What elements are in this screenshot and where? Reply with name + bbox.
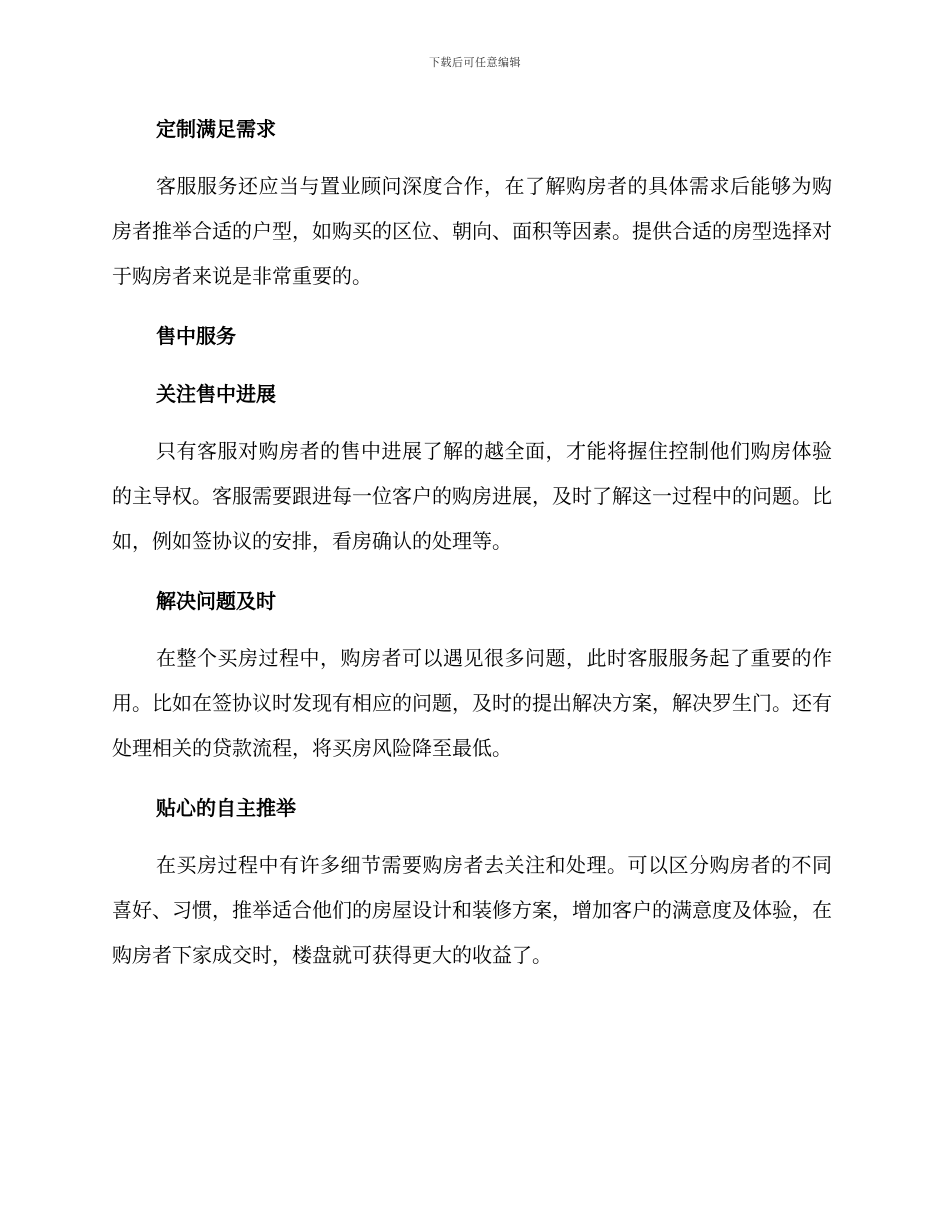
section-heading-thoughtful-recommendation: 贴心的自主推举 xyxy=(156,796,296,820)
section-heading-in-sale-service: 售中服务 xyxy=(156,324,236,348)
section-paragraph-custom-needs: 客服服务还应当与置业顾问深度合作，在了解购房者的具体需求后能够为购房者推举合适的户型，如购买的区位、朝向、面积等因素。提供合适的房型选择对于购房者来说是非常重要的。 xyxy=(112,174,832,288)
section-paragraph-thoughtful-recommendation: 在买房过程中有许多细节需要购房者去关注和处理。可以区分购房者的不同喜好、习惯，推举适合他们的房屋设计和装修方案，增加客户的满意度及体验，在购房者下家成交时，楼盘就可获得更大的收益了。 xyxy=(112,853,832,967)
document-body xyxy=(112,109,832,978)
section-heading-timely-resolution: 解决问题及时 xyxy=(156,589,276,613)
section-heading-custom-needs: 定制满足需求 xyxy=(156,117,276,141)
header-note: 下载后可任意编辑 xyxy=(429,56,521,69)
section-paragraph-timely-resolution: 在整个买房过程中，购房者可以遇见很多问题，此时客服服务起了重要的作用。比如在签协议时发现有相应的问题，及时的提出解决方案，解决罗生门。还有处理相关的贷款流程，将买房风险降至最低。 xyxy=(112,646,832,760)
section-paragraph-in-sale-progress: 只有客服对购房者的售中进展了解的越全面，才能将握住控制他们购房体验的主导权。客服需要跟进每一位客户的购房进展，及时了解这一过程中的问题。比如，例如签协议的安排，看房确认的处理等。 xyxy=(112,439,832,553)
section-heading-in-sale-progress: 关注售中进展 xyxy=(156,382,276,406)
